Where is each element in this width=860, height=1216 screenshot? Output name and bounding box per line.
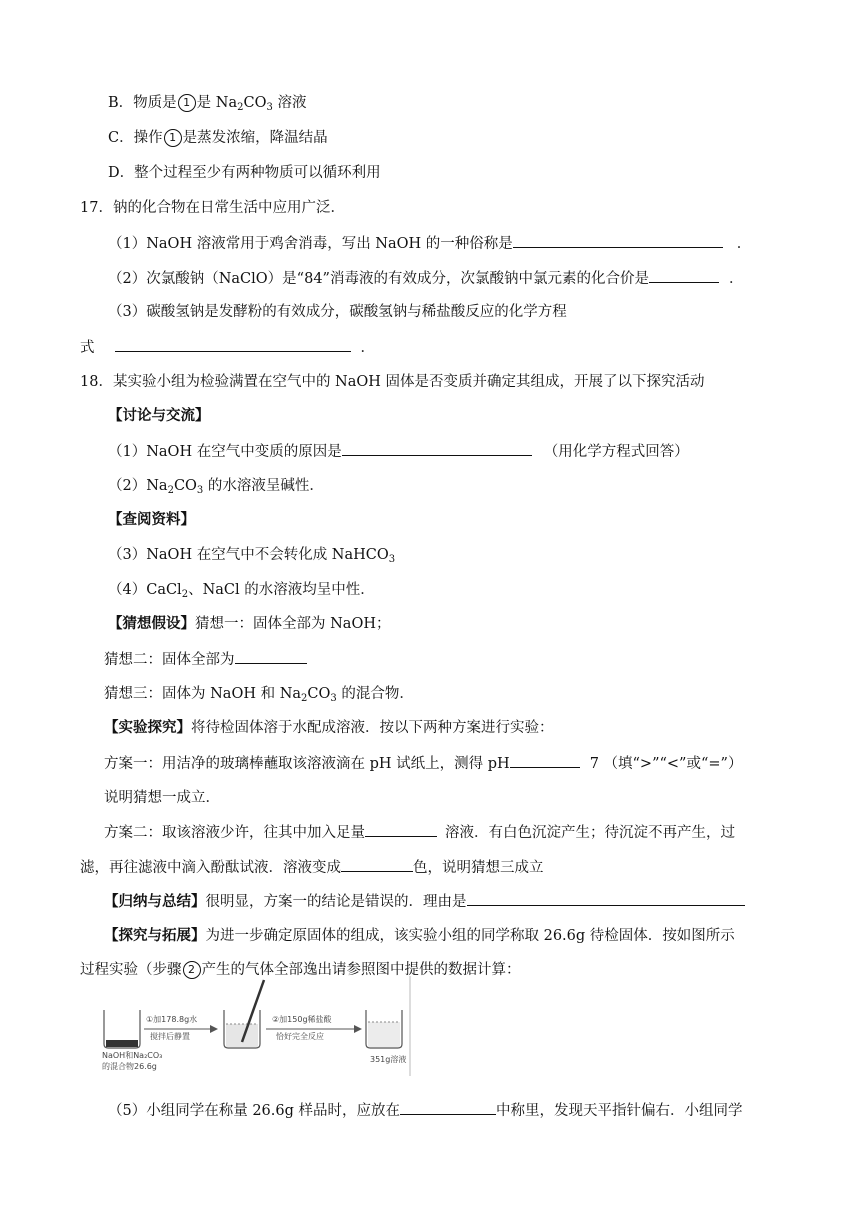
text: 的水溶液呈碱性． <box>203 478 324 494</box>
q17-part1-text: （1）NaOH 溶液常用于鸡舍消毒，写出 NaOH 的一种俗称是 <box>108 236 513 252</box>
text: 方案一：用洁净的玻璃棒蘸取该溶液滴在 pH 试纸上，测得 pH <box>104 756 510 772</box>
text: 的混合物． <box>336 686 414 702</box>
option-b-text: B．物质是 <box>108 95 177 111</box>
answer-blank[interactable] <box>115 337 351 352</box>
heading-extension: 【探究与拓展】 <box>104 927 206 944</box>
heading-discussion: 【讨论与交流】 <box>108 407 210 424</box>
answer-blank[interactable] <box>400 1100 496 1115</box>
subscript: 2 <box>301 693 308 704</box>
circled-number: 1 <box>164 129 182 147</box>
text: 过程实验（步骤 <box>80 962 182 978</box>
circled-number: 2 <box>183 961 201 979</box>
scheme-1 <box>104 753 742 774</box>
subscript: 3 <box>196 485 204 496</box>
text: （4）CaCl <box>108 582 182 598</box>
answer-blank[interactable] <box>510 753 580 768</box>
option-b-text2: 是 Na <box>196 95 238 111</box>
answer-blank[interactable] <box>467 891 745 906</box>
sample-label: NaOH和Na₂CO₃ <box>102 1051 163 1060</box>
experiment-intro <box>104 718 554 738</box>
experiment-figure <box>100 976 420 1076</box>
step1-label: ①加178.8g水 <box>146 1015 198 1024</box>
text: 很明显，方案一的结论是错误的．理由是 <box>205 894 467 910</box>
answer-blank[interactable] <box>342 441 532 456</box>
subscript: 3 <box>330 693 337 704</box>
text: 方案二：取该溶液少许，往其中加入足量 <box>104 825 365 841</box>
text: 猜想二：固体全部为 <box>104 652 235 668</box>
answer-blank[interactable] <box>513 233 723 248</box>
circled-number: 1 <box>178 94 196 112</box>
q17-part2 <box>108 268 743 289</box>
discussion-1-note: （用化学方程式回答） <box>543 444 689 460</box>
discussion-1-text: （1）NaOH 在空气中变质的原因是 <box>108 444 342 460</box>
option-c-text2: 是蒸发浓缩，降温结晶 <box>182 130 328 146</box>
q17-part3: （3）碳酸氢钠是发酵粉的有效成分，碳酸氢钠与稀盐酸反应的化学方程 <box>108 304 567 320</box>
heading-hypothesis: 【猜想假设】 <box>108 615 195 632</box>
text: 将待检固体溶于水配成溶液．按以下两种方案进行实验： <box>191 720 554 736</box>
text: 产生的气体全部逸出请参照图中提供的数据计算： <box>201 962 521 978</box>
period: ． <box>736 236 752 252</box>
beaker-icon <box>366 1010 402 1048</box>
subscript: 3 <box>266 102 273 113</box>
heading-reference: 【查阅资料】 <box>108 511 195 528</box>
text: 、NaCl 的水溶液均呈中性． <box>188 582 375 598</box>
subscript: 3 <box>388 554 396 565</box>
text: 色，说明猜想三成立 <box>413 860 544 876</box>
q17-title: 17．钠的化合物在日常生活中应用广泛． <box>80 200 345 216</box>
text: （2）Na <box>108 478 168 494</box>
guess-1 <box>108 614 390 634</box>
answer-blank[interactable] <box>365 822 437 837</box>
option-c <box>108 128 328 148</box>
subscript: 2 <box>237 102 244 113</box>
reference-4 <box>108 580 375 600</box>
option-d <box>108 163 381 183</box>
period: ． <box>360 340 375 356</box>
option-b-text3: CO <box>243 95 267 111</box>
text: 7 （填“>”“<”或“=”） <box>589 756 743 772</box>
subscript: 2 <box>167 485 174 496</box>
beaker-stir-icon <box>224 980 264 1048</box>
guess-3 <box>104 684 414 704</box>
option-b-text4: 溶液 <box>272 95 307 111</box>
answer-blank[interactable] <box>341 857 413 872</box>
extension <box>104 926 735 946</box>
discussion-1 <box>108 441 689 462</box>
text: 猜想一：固体全部为 NaOH； <box>195 616 391 632</box>
period: ． <box>728 271 744 287</box>
sample-label-2: 的混合物26.6g <box>102 1062 157 1071</box>
q17-part2-text: （2）次氯酸钠（NaClO）是“84”消毒液的有效成分，次氯酸钠中氯元素的化合价是 <box>108 271 649 287</box>
result-label: 351g溶液 <box>370 1055 407 1064</box>
summary <box>104 891 745 912</box>
text: 滤，再往滤液中滴入酚酞试液．溶液变成 <box>80 860 341 876</box>
q17-part1 <box>108 233 751 254</box>
option-b <box>108 93 306 113</box>
text: CO <box>307 686 331 702</box>
text: （3）NaOH 在空气中不会转化成 NaHCO <box>108 547 389 563</box>
text: 中称里，发现天平指针偏右．小组同学 <box>496 1103 743 1119</box>
text: 猜想三：固体为 NaOH 和 Na <box>104 686 302 702</box>
heading-summary: 【归纳与总结】 <box>104 893 206 910</box>
answer-blank[interactable] <box>649 268 719 283</box>
question-5 <box>108 1100 743 1121</box>
q17-part3-text: 式 <box>80 340 95 356</box>
scheme-2-cont <box>80 857 544 878</box>
q17-part3-cont <box>80 337 375 358</box>
heading-experiment: 【实验探究】 <box>104 719 191 736</box>
text: CO <box>173 478 197 494</box>
step2-label: ②加150g稀盐酸 <box>272 1015 332 1024</box>
subscript: 2 <box>181 589 189 600</box>
beaker-icon <box>104 1010 140 1048</box>
text: （5）小组同学在称量 26.6g 样品时，应放在 <box>108 1103 401 1119</box>
discussion-2 <box>108 476 324 496</box>
text: 溶液．有白色沉淀产生；待沉淀不再产生，过 <box>445 825 735 841</box>
guess-2 <box>104 649 307 670</box>
scheme-2 <box>104 822 735 843</box>
step1-label-2: 搅拌后静置 <box>150 1032 190 1041</box>
reference-3 <box>108 545 395 565</box>
step2-label-2: 恰好完全反应 <box>276 1032 324 1041</box>
text: 为进一步确定原固体的组成，该实验小组的同学称取 26.6g 待检固体．按如图所示 <box>205 928 735 944</box>
scheme-1-conclusion: 说明猜想一成立． <box>104 790 220 806</box>
option-d-text: D．整个过程至少有两种物质可以循环利用 <box>108 165 381 181</box>
option-c-text: C．操作 <box>108 130 163 146</box>
q18-title: 18．某实验小组为检验满置在空气中的 NaOH 固体是否变质并确定其组成，开展了以下探究活动 <box>80 374 705 390</box>
answer-blank[interactable] <box>235 649 307 664</box>
